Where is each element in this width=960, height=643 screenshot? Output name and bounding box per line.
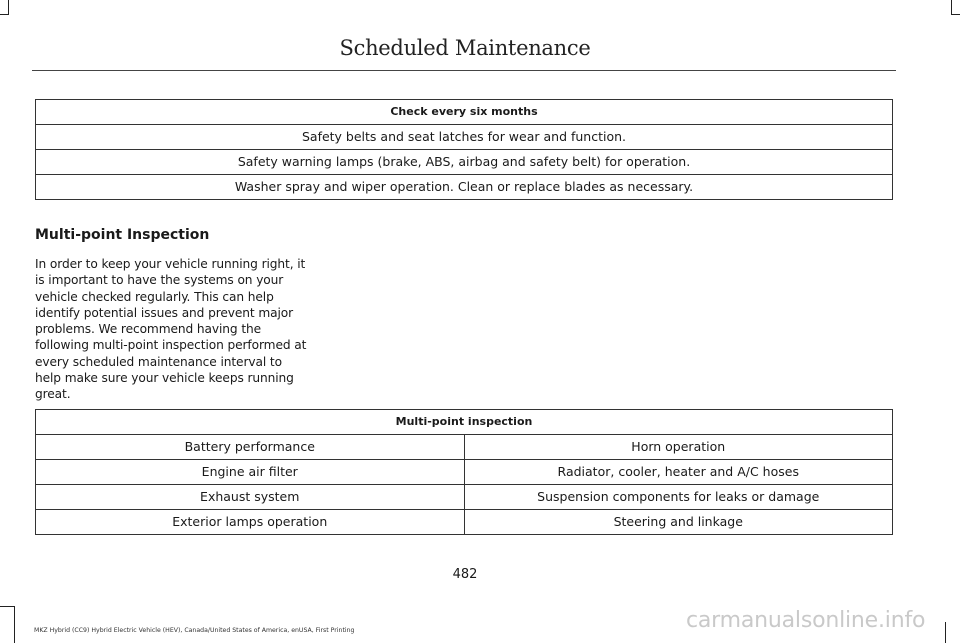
table-cell: Horn operation	[464, 435, 893, 460]
table-heading: Multi-point inspection	[36, 410, 893, 435]
table-header-row	[36, 410, 893, 435]
table-row	[36, 510, 893, 535]
crop-mark	[0, 14, 9, 15]
table-header-row	[36, 100, 893, 125]
page-number: 482	[452, 567, 478, 582]
table-row	[36, 175, 893, 200]
table-cell: Battery performance	[36, 435, 465, 460]
table-cell: Washer spray and wiper operation. Clean or replace blades as necessary.	[36, 175, 893, 200]
footer-text: MKZ Hybrid (CC9) Hybrid Electric Vehicle (HEV), Canada/United States of America, enUSA, First Printing	[34, 627, 355, 634]
six-month-check-table	[35, 99, 893, 200]
table-cell: Suspension components for leaks or damage	[464, 485, 893, 510]
section-heading: Multi-point Inspection	[35, 227, 210, 243]
crop-mark	[951, 0, 952, 14]
multi-point-inspection-table	[35, 409, 893, 535]
watermark: carmanualsonline.info	[686, 608, 926, 633]
page-title: Scheduled Maintenance	[339, 36, 591, 60]
table-cell: Steering and linkage	[464, 510, 893, 535]
table-row	[36, 150, 893, 175]
table-row	[36, 435, 893, 460]
table-cell: Engine air filter	[36, 460, 465, 485]
crop-mark	[951, 14, 960, 15]
crop-mark	[14, 606, 15, 643]
table-row	[36, 485, 893, 510]
table-row	[36, 125, 893, 150]
section-body: In order to keep your vehicle running right, it is important to have the systems on your vehicle checked regularly. This can help identify potential issues and prevent major problems. We recommend having the following multi-point inspection performed at every scheduled maintenance interval to help make sure your vehicle keeps running great.	[35, 257, 307, 402]
table-cell: Safety belts and seat latches for wear and function.	[36, 125, 893, 150]
table-cell: Radiator, cooler, heater and A/C hoses	[464, 460, 893, 485]
header-divider	[32, 70, 896, 71]
crop-mark	[945, 622, 946, 643]
crop-mark	[0, 606, 15, 607]
table-heading: Check every six months	[36, 100, 893, 125]
crop-mark	[8, 0, 9, 14]
table-cell: Safety warning lamps (brake, ABS, airbag and safety belt) for operation.	[36, 150, 893, 175]
table-cell: Exterior lamps operation	[36, 510, 465, 535]
table-cell: Exhaust system	[36, 485, 465, 510]
table-row	[36, 460, 893, 485]
